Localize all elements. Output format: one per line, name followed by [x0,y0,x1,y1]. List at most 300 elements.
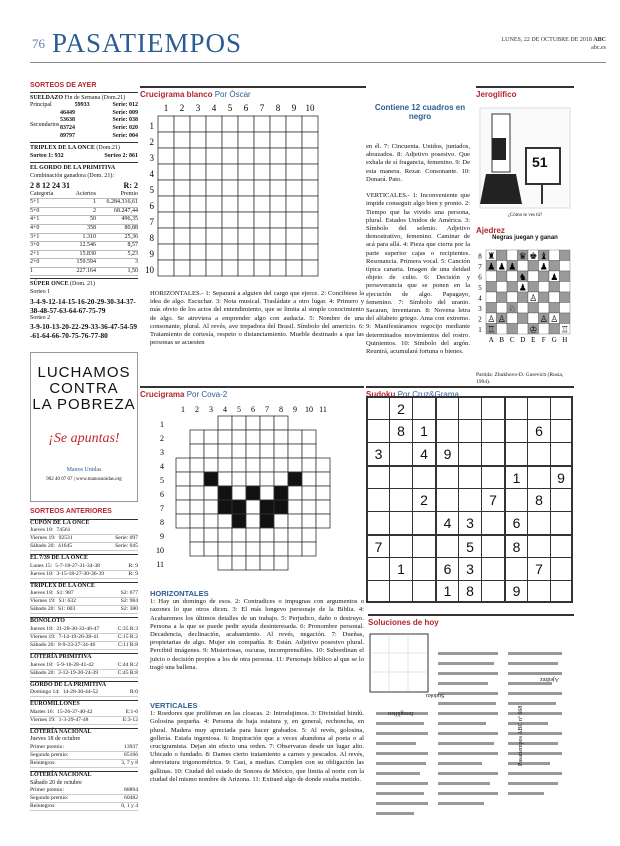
board-square [528,261,539,272]
sudoku-cell[interactable] [366,396,389,419]
grid-cell [206,164,222,180]
super-s2: 3-9-10-13-20-22-29-33-36-47-54-59-61-64-66-70-75-76-77-80 [30,322,137,341]
eur-cell: R: 9 [128,562,138,569]
sudoku-cell[interactable] [389,580,412,603]
sudoku-cell[interactable] [527,511,550,534]
board-square [528,313,539,324]
sudoku-cell[interactable] [435,488,458,511]
grid-cell [254,132,270,148]
ajedrez-title: Ajedrez [476,226,505,235]
cupon-cell: Serie: 045 [115,543,138,550]
sudoku-cell[interactable] [550,419,573,442]
sudoku-cell[interactable]: 9 [550,465,573,488]
sudoku-cell[interactable] [550,534,573,557]
col-number: 4 [223,405,227,414]
crucigrama-name: Crucigrama blanco [140,90,213,99]
eur-cell: Jueves 18: [30,570,54,577]
sudoku-cell[interactable] [504,396,527,419]
section-title: PASATIEMPOS [52,28,243,58]
black-cell [218,486,232,500]
board-square [528,282,539,293]
grid-cell [260,486,274,500]
gordo-cell: 80,88 [124,224,138,231]
grid-cell [302,228,318,244]
row-number: 10 [156,545,164,555]
file-label: E [531,336,536,344]
gordo-row [30,689,138,697]
sudoku-cell[interactable] [366,557,389,580]
sol-sudoku-label: Sudoku [426,692,445,698]
contiene-note: Contiene 12 cuadros en negro [374,103,466,121]
gordo-cell: 5+0 [30,207,40,214]
chess-piece: ♚ [529,250,538,261]
bonoloto-title: BONOLOTO [30,617,138,626]
grid-cell [232,486,246,500]
sudoku-cell[interactable]: 7 [481,488,504,511]
grid-cell [190,444,204,458]
sudoku-cell[interactable] [481,511,504,534]
sudoku-cell[interactable]: 7 [366,534,389,557]
grid-cell [302,116,318,132]
row-number: 7 [149,216,154,227]
gordo-cell: 5,23 [127,250,138,257]
sudoku-cell[interactable] [458,488,481,511]
chess-piece: ♙ [550,313,559,324]
grid-cell [158,244,174,260]
eur-row [30,571,138,579]
primitiva-row [30,670,138,678]
triplex-cell: Sábado 20: [30,606,56,613]
cova-horizontales [150,590,364,672]
sudoku-cell[interactable]: 7 [527,557,550,580]
sudoku-cell[interactable]: 9 [435,442,458,465]
super-title: SÚPER ONCE [30,281,69,288]
sudoku-cell[interactable] [481,580,504,603]
grid-cell [260,472,274,486]
gordo-r: R: 2 [123,180,138,190]
secundario-serie: Serie: 020 [112,124,138,131]
sudoku-cell[interactable]: 3 [366,442,389,465]
grid-cell [274,416,288,430]
grid-cell [238,244,254,260]
secundario-serie: Serie: 038 [112,117,138,124]
bonoloto-cell: C:15 R:2 [117,633,138,640]
nac2-cell: 60482 [124,795,138,802]
rank-label: 1 [478,325,482,334]
board-square [507,282,518,293]
sudoku-cell[interactable] [481,465,504,488]
sudoku-cell[interactable] [527,580,550,603]
grid-cell [238,180,254,196]
chess-piece: ♘ [508,303,517,314]
grid-cell [254,228,270,244]
sudoku-cell[interactable] [504,557,527,580]
secundario-serie: Serie: 009 [112,109,138,116]
crucigrama-horiz-text: HORIZONTALES.- 1: Separará a alguien del cargo que ejerce. 2: Concibiese la idea de algo. Escuchar. 3: Nota musical. Trasládate a otro lugar. 4: Primero y más obvio de los actos del entendimiento, que se limita al simple conocimiento de algo. Se atreviera a emprender algo con audacia. 5: Nombre de una consonante, plural. Al revés, ave trepadora del Brasil. Símbolo del americio. 6: Tratamiento de cortesía, respeto o distanciamiento. Mueble destinado a que las personas se acuesten [150,290,364,347]
black-cell [260,500,274,514]
col-number: 4 [211,103,217,113]
sudoku-cell[interactable] [435,419,458,442]
grid-cell [218,514,232,528]
jeroglifico-title: Jeroglífico [476,90,517,99]
secundario-num: 89797 [60,132,75,139]
sudoku-cell[interactable] [481,534,504,557]
sudoku-cell[interactable] [412,396,435,419]
grid-cell [286,132,302,148]
sudoku-cell[interactable] [458,419,481,442]
grid-cell [270,212,286,228]
cupon-cell: Serie: 097 [115,535,138,542]
cupon-cell: Viernes 19: [30,535,56,542]
sudoku-cell[interactable]: 8 [458,580,481,603]
grid-cell [302,486,316,500]
grid-cell [206,228,222,244]
sudoku-cell[interactable]: 4 [435,511,458,534]
rank-label: 5 [478,283,482,292]
board-square [486,292,497,303]
grid-cell [232,444,246,458]
row-number: 9 [149,248,154,259]
grid-cell [190,196,206,212]
secundario-row [60,117,138,125]
super-s2-label: Sorteo 2 [30,314,51,321]
grid-cell [158,132,174,148]
gordo-cell: 2+1 [30,250,40,257]
row-number: 3 [160,447,164,457]
sudoku-cell[interactable] [389,465,412,488]
sudoku-cell[interactable]: 5 [458,534,481,557]
grid-cell [286,260,302,276]
row-number: 4 [160,461,164,471]
board-square [539,303,550,314]
grid-cell [260,430,274,444]
grid-cell [302,500,316,514]
sudoku-cell[interactable] [550,442,573,465]
board-square [549,261,560,272]
grid-cell [158,228,174,244]
grid-cell [246,444,260,458]
crucigrama-blanco-grid[interactable] [140,102,366,286]
sudoku-cell[interactable] [550,488,573,511]
col-number: 6 [251,405,255,414]
grid-cell [302,472,316,486]
grid-cell [174,196,190,212]
sudoku-cell[interactable]: 6 [435,557,458,580]
euro-title: EUROMILLONES [30,700,138,709]
file-label: H [562,336,568,344]
primitiva-cell: C:45 R:8 [117,669,138,676]
sudoku-grid[interactable] [366,396,572,602]
grid-cell [238,164,254,180]
grid-cell [286,164,302,180]
black-cell [288,472,302,486]
grid-cell [222,244,238,260]
grid-cell [270,148,286,164]
file-label: F [541,336,546,344]
rank-label: 8 [478,252,482,261]
ad-phone: 902 40 07 07 | www.manosunidas.org [46,477,122,482]
sudoku-cell[interactable] [550,557,573,580]
grid-cell [288,528,302,542]
sudoku-cell[interactable]: 9 [504,580,527,603]
sudoku-cell[interactable]: 4 [412,442,435,465]
grid-cell [206,244,222,260]
nac2-cell: Primer premio: [30,787,65,794]
row-number: 2 [160,433,164,443]
sudoku-cell[interactable] [527,396,550,419]
primitiva-row [30,662,138,670]
grid-cell [232,542,246,556]
grid-cell [246,416,260,430]
grid-cell [190,542,204,556]
grid-cell [206,116,222,132]
grid-cell [218,472,232,486]
header-site: abc.es [591,45,606,51]
board-square [549,324,560,335]
ad-line2: CONTRA [49,380,119,397]
grid-cell [274,444,288,458]
grid-cell [270,260,286,276]
rank-label: 6 [478,273,482,282]
sudoku-cell[interactable] [458,442,481,465]
sudoku-cell[interactable] [481,557,504,580]
crucigrama-cova [140,386,364,576]
sudoku-cell[interactable] [435,396,458,419]
grid-cell [286,212,302,228]
grid-cell [270,132,286,148]
grid-cell [270,196,286,212]
sudoku-cell[interactable] [412,557,435,580]
grid-cell [246,458,260,472]
super-s1-label: Sorteo 1 [30,289,51,296]
sudoku-cell[interactable] [504,419,527,442]
row-number: 11 [156,559,164,569]
sudoku-cell[interactable] [366,580,389,603]
grid-cell [274,430,288,444]
col-number: 8 [275,103,281,113]
sorteos-column [30,82,138,340]
sudoku-cell[interactable] [550,580,573,603]
grid-cell [174,212,190,228]
board-square [518,324,529,335]
sudoku-cell[interactable] [389,534,412,557]
ad-line3: LA POBREZA [32,396,136,413]
board-square [518,292,529,303]
triplex-cell: S1: 632 [58,598,76,605]
chess-piece: ♟ [539,261,548,272]
black-cell [274,500,288,514]
sudoku-cell[interactable]: 2 [389,396,412,419]
sudoku-cell[interactable] [412,534,435,557]
nac2-row [30,787,138,795]
grid-cell [190,458,204,472]
sudoku-cell[interactable]: 8 [504,534,527,557]
grid-cell [158,260,174,276]
sudoku-cell[interactable]: 6 [504,511,527,534]
gordo-header [30,191,138,200]
grid-cell [246,430,260,444]
sudoku-cell[interactable]: 1 [412,419,435,442]
header-date: LUNES, 22 DE OCTUBRE DE 2018 [501,37,592,43]
sudoku-cell[interactable]: 1 [435,580,458,603]
triplex-row [30,598,138,606]
grid-cell [206,180,222,196]
crucigrama-title [140,90,366,99]
sudoku-cell[interactable]: 2 [412,488,435,511]
row-number: 10 [145,264,154,275]
grid-cell [270,228,286,244]
sudoku-cell[interactable] [412,465,435,488]
gordo-comb [30,181,138,191]
sudoku-cell[interactable] [366,465,389,488]
triplex-cell: S1: 003 [58,606,76,613]
file-label: D [520,336,526,344]
sudoku-cell[interactable] [458,396,481,419]
grid-cell [174,260,190,276]
sudoku-cell[interactable] [366,511,389,534]
ad-org: Manos Unidas [66,467,102,473]
sudoku-cell[interactable] [527,534,550,557]
ajedrez-subtitle: Negras juegan y ganan [492,235,558,241]
board-square [518,303,529,314]
gordo-cell: 50 [90,216,96,223]
col-number: 5 [237,405,241,414]
sudoku-cell[interactable] [458,465,481,488]
triplex-title: TRIPLEX DE LA ONCE [30,582,138,591]
soluciones [368,614,574,834]
sudoku-cell[interactable]: 3 [458,511,481,534]
nac2-cell: Reintegros: [30,803,56,810]
grid-cell [270,164,286,180]
gordo-cell: 8,57 [127,242,138,249]
chess-piece: ♖ [560,324,569,335]
chess-piece: ♟ [550,271,559,282]
sudoku-cell[interactable]: 3 [458,557,481,580]
eur-title: EL 7/39 DE LA ONCE [30,554,138,563]
sudoku-cell[interactable] [504,488,527,511]
gordo-cell: Domingo 14: [30,689,60,696]
board-square [486,303,497,314]
sudoku-cell[interactable] [481,419,504,442]
sorteos-anteriores [30,508,138,811]
gordo-cell: 5+1 [30,199,40,206]
grid-cell [302,132,318,148]
gordo-cell: Aciertos [75,190,96,197]
board-square [486,282,497,293]
sudoku-cell[interactable] [550,396,573,419]
board-square [549,303,560,314]
grid-cell [254,148,270,164]
col-number: 10 [305,103,315,113]
grid-cell [174,116,190,132]
grid-cell [288,430,302,444]
manos-unidas-ad[interactable] [30,352,138,502]
sudoku-cell[interactable] [389,488,412,511]
sudoku-cell[interactable]: 1 [504,465,527,488]
sudoku-cell[interactable]: 8 [527,488,550,511]
euro-cell: 1-3-29-47-48 [58,716,89,723]
crucigrama-author: Por Óscar [214,90,251,99]
sudoku-cell[interactable] [412,580,435,603]
rank-label: 4 [478,294,482,303]
grid-cell [176,500,190,514]
sudoku-cell[interactable] [527,465,550,488]
chess-piece: ♞ [518,271,527,282]
sudoku-cell[interactable]: 1 [389,557,412,580]
grid-cell [246,528,260,542]
sudoku-cell[interactable] [389,442,412,465]
sudoku-cell[interactable]: 6 [527,419,550,442]
grid-cell [288,542,302,556]
sudoku-cell[interactable] [481,442,504,465]
ad-line1: LUCHAMOS [37,364,131,381]
row-number: 6 [149,200,154,211]
grid-cell [190,260,206,276]
nac1-cell: Primer premio: [30,743,65,750]
jeroglifico-caption: ¿Cómo te ves tú? [507,213,543,218]
grid-cell [174,148,190,164]
board-square [507,313,518,324]
cova-author: Por Cova-2 [186,390,228,399]
secundario-row [60,110,138,118]
board-square [518,313,529,324]
sudoku-cell[interactable] [550,511,573,534]
grid-cell [270,180,286,196]
grid-cell [302,430,316,444]
sudoku-cell[interactable]: 8 [389,419,412,442]
grid-cell [174,228,190,244]
sudoku-cell[interactable] [412,511,435,534]
grid-cell [176,514,190,528]
grid-cell [254,164,270,180]
grid-cell [222,116,238,132]
crucigrama-cova-grid[interactable] [140,402,364,580]
secundario-serie: Serie: 004 [112,132,138,139]
sudoku-cell[interactable] [481,396,504,419]
bonoloto-row [30,626,138,634]
grid-cell [274,472,288,486]
sudoku-cell[interactable] [527,442,550,465]
sudoku-cell[interactable] [504,442,527,465]
triplex-title: TRIPLEX DE LA ONCE [30,145,95,152]
chess-board[interactable] [476,248,574,368]
col-number: 11 [319,405,327,414]
board-square [497,282,508,293]
board-square [507,271,518,282]
sudoku-cell[interactable] [366,419,389,442]
grid-cell [218,458,232,472]
file-label: C [509,336,515,344]
sudoku-cell[interactable] [435,534,458,557]
grid-cell [316,472,330,486]
grid-cell [158,196,174,212]
bonoloto-cell: 8-9-23-27-34-46 [58,641,96,648]
grid-cell [270,116,286,132]
euro-cell: E:1-6 [125,708,138,715]
grid-cell [316,500,330,514]
gordo-row [30,259,138,268]
grid-cell [190,500,204,514]
sudoku-cell[interactable] [366,488,389,511]
grid-cell [302,244,318,260]
bonoloto-cell: 21-28-30-33-46-47 [56,625,100,632]
sudoku-cell[interactable] [435,465,458,488]
board-square [518,261,529,272]
sueldazo-sub: Fin de Semana (Dom.21) [64,94,126,101]
grid-cell [238,132,254,148]
cova-name: Crucigrama [140,390,185,399]
sudoku-cell[interactable] [389,511,412,534]
